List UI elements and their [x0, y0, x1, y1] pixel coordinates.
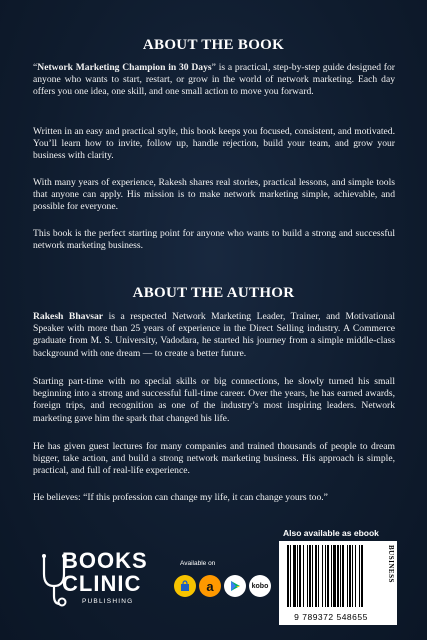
author-name-bold: Rakesh Bhavsar — [33, 311, 104, 322]
about-author-paragraph-3: He has given guest lectures for many companies and trained thousands of people to dream bigger, take action, and build a strong network marketing business. His approach is simple, practical, and full of real-life experience. — [33, 441, 395, 477]
barcode-bars — [283, 545, 387, 611]
publisher-name-line1: BOOKS — [62, 548, 148, 573]
about-book-title: ABOUT THE BOOK — [142, 37, 285, 53]
available-on-label: Available on — [180, 560, 216, 567]
publisher-name-line3: PUBLISHING — [82, 598, 134, 605]
about-book-paragraph-1: “Network Marketing Champion in 30 Days” is a practical, step-by-step guide designed for anyone who wants to start, restart, or grow in the world of network marketing. Each day offers you one idea, one skill, and one small action to move you forward. — [33, 62, 395, 98]
publisher-name-line2: CLINIC — [62, 571, 142, 596]
flipkart-icon — [174, 575, 196, 597]
genre-label: BUSINESS — [387, 545, 395, 583]
about-author-paragraph-4: He believes: “If this profession can change my life, it can change yours too.” — [33, 492, 328, 503]
google-play-icon — [224, 575, 246, 597]
book-title-bold: Network Marketing Champion in 30 Days — [37, 62, 212, 73]
kobo-icon — [249, 575, 271, 597]
ebook-label: Also available as ebook — [283, 528, 379, 538]
amazon-letter: a — [206, 578, 214, 594]
about-author-title: ABOUT THE AUTHOR — [132, 285, 295, 301]
about-author-paragraph-1-text: is a respected Network Marketing Leader, Trainer, and Motivational Speaker with more than 25 years of experience in the Direct Selling industry. A Commerce graduate from M. S. University, Vadodara, he started his journey from a simple middle-class background with one dream — to create a better future. — [33, 311, 396, 359]
about-author-paragraph-2: Starting part-time with no special skills or big connections, he slowly turned his small beginning into a strong and successful full-time career. Over the years, he has earned awards, foreign trips, and recognition as one of the industry’s most inspiring leaders. Network marketing gave him the spark that changed his life. — [33, 376, 395, 424]
publisher-logo — [38, 540, 158, 610]
about-book-paragraph-1-text: is a practical, step-by-step guide designed for anyone who wants to start, restart, or grow in the world of network marketing. Each day offers you one idea, one skill, and one small action to move you forward. — [33, 62, 395, 98]
amazon-icon — [199, 575, 221, 597]
about-book-paragraph-4: This book is the perfect starting point for anyone who wants to build a strong and successful network marketing business. — [33, 228, 395, 252]
about-book-paragraph-2: Written in an easy and practical style, this book keeps you focused, consistent, and motivated. You’ll learn how to invite, follow up, handle rejection, build your team, and grow your business with clarity. — [33, 126, 395, 162]
isbn-number: 9 789372 548655 — [294, 612, 368, 622]
about-author-paragraph-1 — [33, 311, 395, 360]
about-book-paragraph-3: With many years of experience, Rakesh shares real stories, practical lessons, and simple tools that anyone can apply. His mission is to make network marketing simple, achievable, and possible for everyone. — [33, 177, 395, 213]
isbn-barcode — [279, 541, 397, 625]
kobo-text: kobo — [251, 582, 269, 590]
